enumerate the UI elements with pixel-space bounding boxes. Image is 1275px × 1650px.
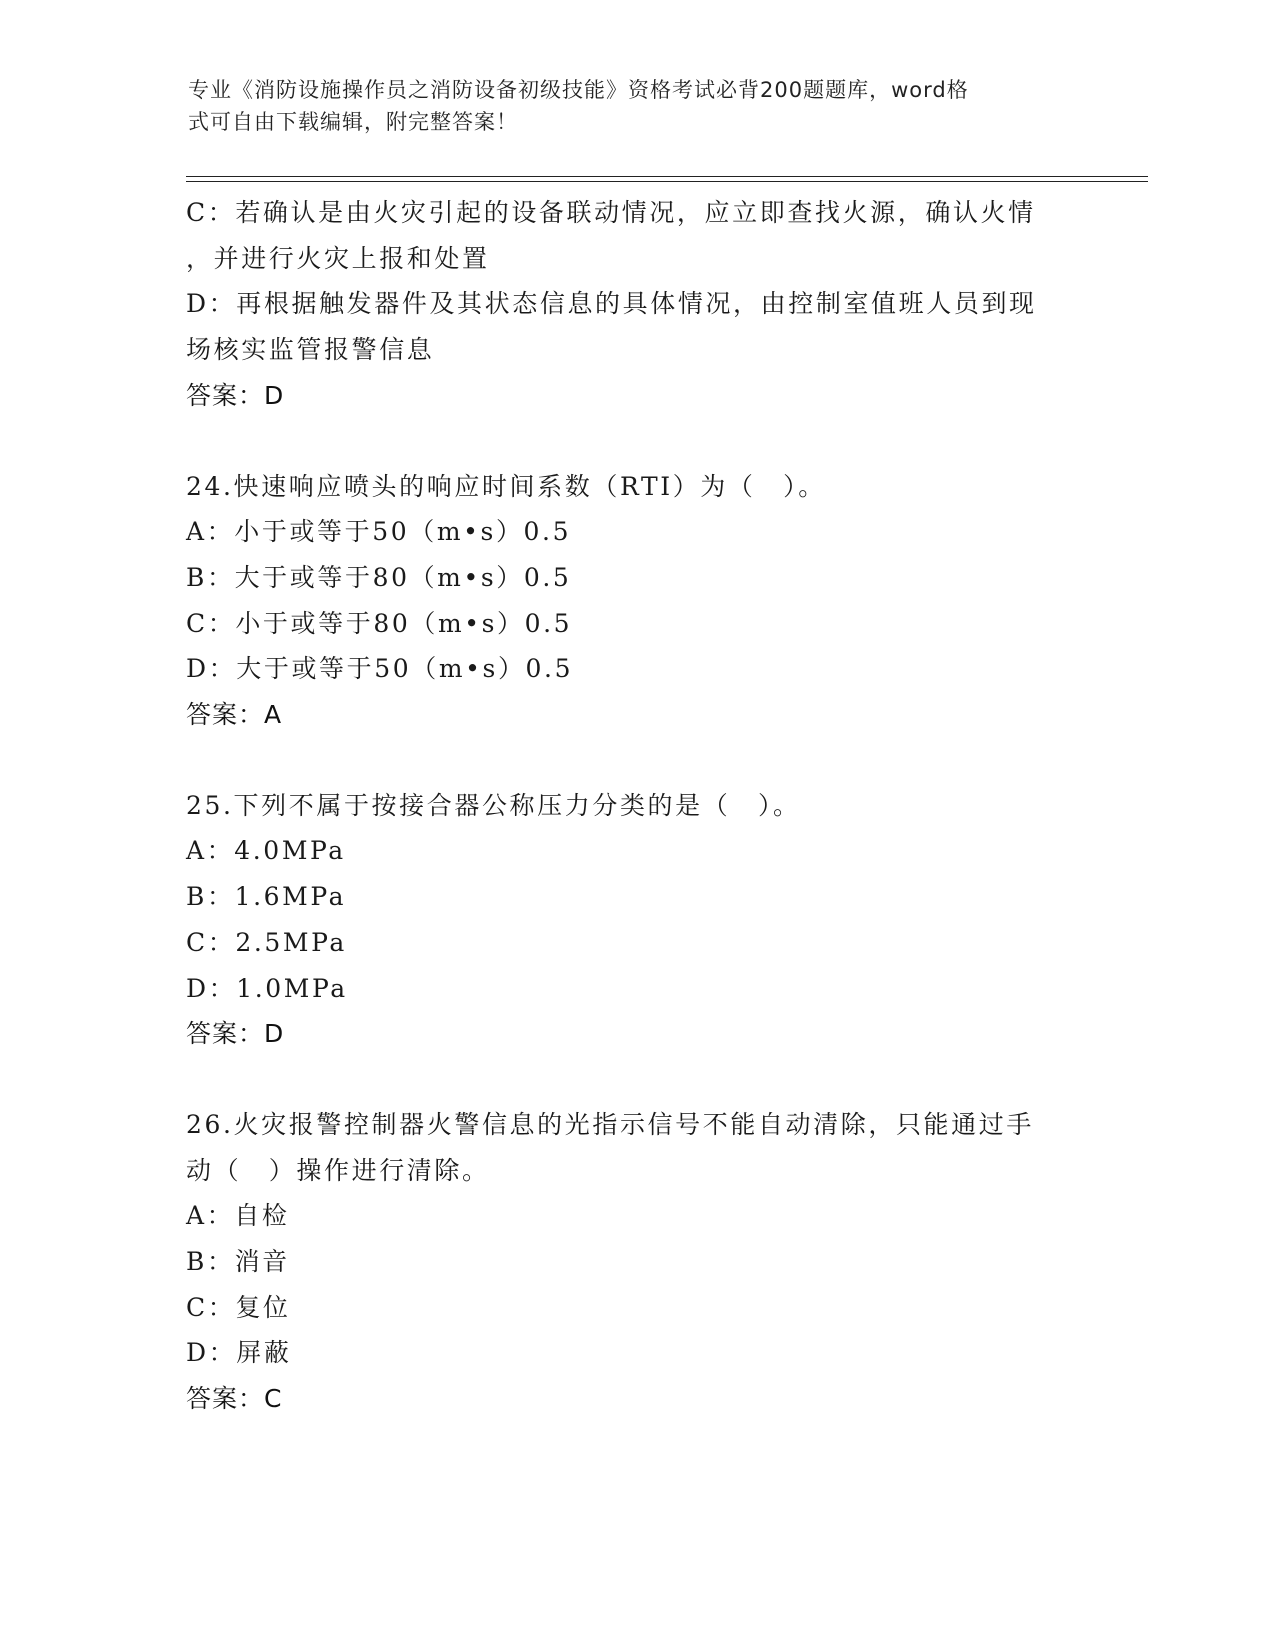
answer-26: 答案：C [186, 1384, 283, 1414]
option-d: D：1.0MPa [186, 973, 348, 1003]
question-stem: 25.下列不属于按接合器公称压力分类的是（ ）。 [186, 790, 801, 820]
option-c: C：复位 [186, 1292, 291, 1322]
option-b: B：消音 [186, 1247, 290, 1277]
header-line-1: 专业《消防设施操作员之消防设备初级技能》资格考试必背200题题库，word格 [188, 78, 969, 102]
question-26 [186, 1102, 1076, 1422]
question-24 [186, 464, 1076, 738]
option-d-line-1: D：再根据触发器件及其状态信息的具体情况，由控制室值班人员到现 [186, 289, 1037, 319]
option-a: A：自检 [186, 1201, 290, 1231]
header-rule-top [186, 176, 1148, 177]
header-line-2: 式可自由下载编辑，附完整答案！ [188, 110, 518, 134]
option-a: A：小于或等于50（m•s）0.5 [186, 517, 572, 547]
option-d: D：大于或等于50（m•s）0.5 [186, 654, 574, 684]
document-body [186, 190, 1076, 1422]
option-d-line-2: 场核实监管报警信息 [186, 335, 435, 365]
answer-25: 答案：D [186, 1019, 285, 1049]
answer-23: 答案：D [186, 380, 285, 410]
question-stem-line-2: 动（ ）操作进行清除。 [186, 1155, 490, 1185]
option-d: D：屏蔽 [186, 1338, 292, 1368]
option-b: B：大于或等于80（m•s）0.5 [186, 562, 572, 592]
option-a: A：4.0MPa [186, 836, 346, 866]
question-stem: 24.快速响应喷头的响应时间系数（RTI）为（ ）。 [186, 471, 826, 501]
option-c: C：2.5MPa [186, 927, 347, 957]
question-23-continued [186, 190, 1076, 419]
header-rule-bottom [186, 181, 1148, 182]
option-b: B：1.6MPa [186, 882, 347, 912]
answer-24: 答案：A [186, 700, 283, 730]
question-25 [186, 783, 1076, 1057]
option-c-line-1: C：若确认是由火灾引起的设备联动情况，应立即查找火源，确认火情 [186, 198, 1036, 227]
option-c: C：小于或等于80（m•s）0.5 [186, 608, 573, 638]
document-header [188, 74, 1068, 138]
option-c-line-2: ，并进行火灾上报和处置 [186, 243, 490, 273]
question-stem-line-1: 26.火灾报警控制器火警信息的光指示信号不能自动清除，只能通过手 [186, 1109, 1034, 1139]
